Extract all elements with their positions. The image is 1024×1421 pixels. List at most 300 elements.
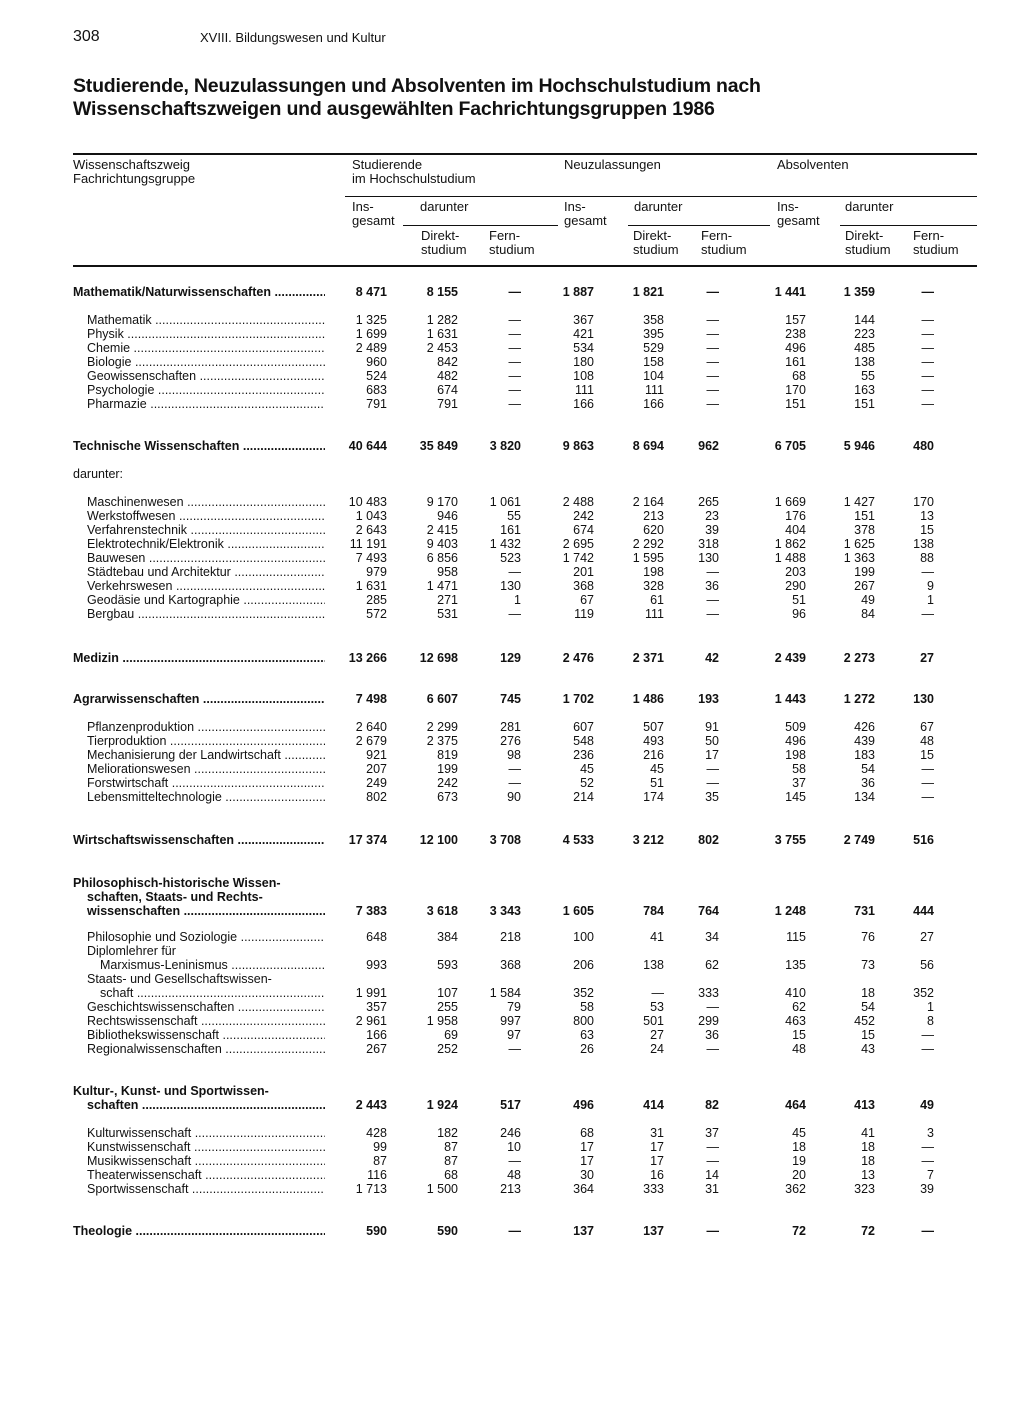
cell-value: 962 xyxy=(698,439,719,453)
table-row xyxy=(0,355,1024,369)
row-label: schaft ..... xyxy=(100,986,325,1000)
cell-value: 529 xyxy=(643,341,664,355)
cell-value: 216 xyxy=(643,748,664,762)
cell-value: 2 640 xyxy=(355,720,387,734)
cell-value: — xyxy=(706,313,719,327)
cell-value: 206 xyxy=(573,958,594,972)
cell-value: 1 061 xyxy=(489,495,521,509)
cell-value: 170 xyxy=(913,495,934,509)
cell-value: 352 xyxy=(913,986,934,1000)
cell-value: 18 xyxy=(861,986,875,1000)
cell-value: — xyxy=(508,341,521,355)
cell-value: 1 669 xyxy=(774,495,806,509)
cell-value: 17 xyxy=(650,1140,664,1154)
cell-value: 1 043 xyxy=(355,509,387,523)
cell-value: 62 xyxy=(705,958,719,972)
cell-value: 362 xyxy=(785,1182,806,1196)
cell-value: 496 xyxy=(785,341,806,355)
cell-value: 48 xyxy=(507,1168,521,1182)
table-row xyxy=(0,734,1024,748)
table-row xyxy=(0,944,1024,958)
row-label: Marxismus-Leninismus ..... xyxy=(100,958,325,972)
table-row xyxy=(0,467,1024,481)
table-row xyxy=(0,890,1024,904)
table-row xyxy=(0,593,1024,607)
cell-value: 31 xyxy=(650,1126,664,1140)
cell-value: 130 xyxy=(913,692,934,706)
row-label: Philosophie und Soziologie ..... xyxy=(87,930,325,944)
cell-value: 2 749 xyxy=(843,833,875,847)
cell-value: 138 xyxy=(913,537,934,551)
row-label: Agrarwissenschaften ..... xyxy=(73,692,325,706)
cell-value: — xyxy=(508,285,521,299)
cell-value: 800 xyxy=(573,1014,594,1028)
cell-value: 285 xyxy=(366,593,387,607)
cell-value: 1 625 xyxy=(843,537,875,551)
row-label: Geowissenschaften ..... xyxy=(87,369,325,383)
cell-value: 170 xyxy=(785,383,806,397)
cell-value: 180 xyxy=(573,355,594,369)
col-header-fern: Fern- studium xyxy=(489,228,535,257)
col-header-darunter: darunter xyxy=(420,199,469,214)
cell-value: 199 xyxy=(437,762,458,776)
cell-value: 87 xyxy=(444,1140,458,1154)
cell-value: — xyxy=(706,762,719,776)
cell-value: — xyxy=(921,1154,934,1168)
cell-value: — xyxy=(706,607,719,621)
cell-value: 1 821 xyxy=(632,285,664,299)
cell-value: — xyxy=(508,369,521,383)
cell-value: 395 xyxy=(643,327,664,341)
cell-value: 7 xyxy=(927,1168,934,1182)
table-row xyxy=(0,972,1024,986)
col-header-fern: Fern- studium xyxy=(913,228,959,257)
row-label: Psychologie ..... xyxy=(87,383,325,397)
cell-value: — xyxy=(508,1154,521,1168)
cell-value: 1 699 xyxy=(355,327,387,341)
cell-value: 15 xyxy=(920,523,934,537)
cell-value: 1 325 xyxy=(355,313,387,327)
cell-value: 2 375 xyxy=(426,734,458,748)
cell-value: 1 248 xyxy=(774,904,806,918)
table-row xyxy=(0,776,1024,790)
header-top-rule xyxy=(73,153,977,155)
cell-value: 198 xyxy=(785,748,806,762)
cell-value: 27 xyxy=(650,1028,664,1042)
cell-value: 2 273 xyxy=(843,651,875,665)
row-label: Elektrotechnik/Elektronik ..... xyxy=(87,537,325,551)
cell-value: 421 xyxy=(573,327,594,341)
row-label: Geschichtswissenschaften ..... xyxy=(87,1000,325,1014)
cell-value: 648 xyxy=(366,930,387,944)
cell-value: 2 371 xyxy=(632,651,664,665)
cell-value: 482 xyxy=(437,369,458,383)
darunter-rule-1 xyxy=(403,225,558,226)
cell-value: 52 xyxy=(580,776,594,790)
cell-value: 137 xyxy=(643,1224,664,1238)
cell-value: 548 xyxy=(573,734,594,748)
cell-value: 683 xyxy=(366,383,387,397)
cell-value: 378 xyxy=(854,523,875,537)
cell-value: 163 xyxy=(854,383,875,397)
table-row xyxy=(0,958,1024,972)
cell-value: 802 xyxy=(698,833,719,847)
cell-value: 1 742 xyxy=(562,551,594,565)
cell-value: — xyxy=(921,313,934,327)
cell-value: 960 xyxy=(366,355,387,369)
cell-value: 37 xyxy=(705,1126,719,1140)
cell-value: 531 xyxy=(437,607,458,621)
cell-value: 4 533 xyxy=(562,833,594,847)
cell-value: 116 xyxy=(367,1168,387,1182)
table-row xyxy=(0,607,1024,621)
cell-value: — xyxy=(508,776,521,790)
cell-value: 51 xyxy=(650,776,664,790)
cell-value: 590 xyxy=(366,1224,387,1238)
row-label: Wirtschaftswissenschaften ..... xyxy=(73,833,325,847)
cell-value: 428 xyxy=(366,1126,387,1140)
row-label: Pflanzenproduktion ..... xyxy=(87,720,325,734)
cell-value: 2 961 xyxy=(355,1014,387,1028)
cell-value: 223 xyxy=(854,327,875,341)
cell-value: — xyxy=(706,565,719,579)
table-row xyxy=(0,1140,1024,1154)
cell-value: 198 xyxy=(643,565,664,579)
cell-value: — xyxy=(921,355,934,369)
row-label: Städtebau und Architektur ..... xyxy=(87,565,325,579)
cell-value: 958 xyxy=(437,565,458,579)
cell-value: 246 xyxy=(500,1126,521,1140)
cell-value: 290 xyxy=(785,579,806,593)
cell-value: 58 xyxy=(792,762,806,776)
cell-value: 368 xyxy=(500,958,521,972)
cell-value: 674 xyxy=(573,523,594,537)
cell-value: 15 xyxy=(861,1028,875,1042)
cell-value: 1 432 xyxy=(489,537,521,551)
table-row xyxy=(0,397,1024,411)
cell-value: — xyxy=(706,397,719,411)
cell-value: 61 xyxy=(650,593,664,607)
cell-value: 17 374 xyxy=(348,833,387,847)
cell-value: — xyxy=(921,776,934,790)
cell-value: 507 xyxy=(643,720,664,734)
row-label: Philosophisch-historische Wissen- xyxy=(73,876,281,890)
cell-value: 509 xyxy=(785,720,806,734)
cell-value: 137 xyxy=(573,1224,594,1238)
cell-value: — xyxy=(706,285,719,299)
table-row xyxy=(0,313,1024,327)
cell-value: 3 820 xyxy=(489,439,521,453)
cell-value: 8 471 xyxy=(355,285,387,299)
cell-value: 54 xyxy=(861,1000,875,1014)
cell-value: 3 212 xyxy=(632,833,664,847)
col-header-direkt: Direkt- studium xyxy=(421,228,467,257)
cell-value: 997 xyxy=(500,1014,521,1028)
cell-value: — xyxy=(921,383,934,397)
row-label: Kulturwissenschaft ..... xyxy=(87,1126,325,1140)
cell-value: 7 493 xyxy=(355,551,387,565)
cell-value: 39 xyxy=(705,523,719,537)
cell-value: 45 xyxy=(580,762,594,776)
cell-value: 51 xyxy=(792,593,806,607)
cell-value: 218 xyxy=(500,930,521,944)
row-label: Chemie ..... xyxy=(87,341,325,355)
cell-value: 201 xyxy=(573,565,594,579)
cell-value: 2 643 xyxy=(355,523,387,537)
cell-value: 56 xyxy=(920,958,934,972)
cell-value: 88 xyxy=(920,551,934,565)
col-header-insgesamt: Ins- gesamt xyxy=(777,199,820,228)
cell-value: 36 xyxy=(861,776,875,790)
group-header-neuzulassungen: Neuzulassungen xyxy=(564,157,661,172)
cell-value: 23 xyxy=(705,509,719,523)
cell-value: — xyxy=(706,383,719,397)
cell-value: 40 644 xyxy=(348,439,387,453)
table-row xyxy=(0,651,1024,665)
row-label: schaften, Staats- und Rechts- xyxy=(87,890,263,904)
cell-value: 1 991 xyxy=(355,986,387,1000)
table-row xyxy=(0,1084,1024,1098)
cell-value: 318 xyxy=(698,537,719,551)
row-label: Bibliothekswissenschaft ..... xyxy=(87,1028,325,1042)
table-row xyxy=(0,790,1024,804)
cell-value: 90 xyxy=(507,790,521,804)
cell-value: 82 xyxy=(705,1098,719,1112)
cell-value: 1 282 xyxy=(426,313,458,327)
cell-value: 593 xyxy=(437,958,458,972)
darunter-rule-2 xyxy=(628,225,770,226)
cell-value: 176 xyxy=(785,509,806,523)
cell-value: 993 xyxy=(366,958,387,972)
cell-value: 1 441 xyxy=(774,285,806,299)
table-row xyxy=(0,523,1024,537)
cell-value: — xyxy=(706,369,719,383)
cell-value: 99 xyxy=(373,1140,387,1154)
cell-value: 590 xyxy=(437,1224,458,1238)
row-label: Biologie ..... xyxy=(87,355,325,369)
table-row xyxy=(0,1000,1024,1014)
cell-value: 63 xyxy=(580,1028,594,1042)
cell-value: — xyxy=(508,607,521,621)
cell-value: 41 xyxy=(861,1126,875,1140)
cell-value: 45 xyxy=(650,762,664,776)
cell-value: 12 100 xyxy=(419,833,458,847)
cell-value: 485 xyxy=(854,341,875,355)
cell-value: 13 xyxy=(920,509,934,523)
cell-value: — xyxy=(921,607,934,621)
cell-value: 3 xyxy=(927,1126,934,1140)
cell-value: — xyxy=(508,383,521,397)
cell-value: 236 xyxy=(573,748,594,762)
cell-value: — xyxy=(508,327,521,341)
cell-value: 151 xyxy=(854,397,875,411)
table-row xyxy=(0,1014,1024,1028)
cell-value: 43 xyxy=(861,1042,875,1056)
cell-value: 31 xyxy=(705,1182,719,1196)
stub-header: Wissenschaftszweig Fachrichtungsgruppe xyxy=(73,157,196,186)
table-row xyxy=(0,1098,1024,1112)
table-row xyxy=(0,341,1024,355)
cell-value: 10 xyxy=(507,1140,521,1154)
col-header-darunter: darunter xyxy=(634,199,683,214)
col-header-darunter: darunter xyxy=(845,199,894,214)
cell-value: — xyxy=(921,327,934,341)
cell-value: 1 702 xyxy=(562,692,594,706)
cell-value: 7 498 xyxy=(355,692,387,706)
cell-value: 2 299 xyxy=(426,720,458,734)
cell-value: 323 xyxy=(854,1182,875,1196)
cell-value: 48 xyxy=(792,1042,806,1056)
row-label: darunter: xyxy=(73,467,124,481)
cell-value: 67 xyxy=(580,593,594,607)
cell-value: 17 xyxy=(650,1154,664,1168)
cell-value: — xyxy=(706,1140,719,1154)
cell-value: 68 xyxy=(792,369,806,383)
cell-value: 18 xyxy=(861,1154,875,1168)
cell-value: 2 443 xyxy=(355,1098,387,1112)
cell-value: — xyxy=(706,1000,719,1014)
table-row xyxy=(0,285,1024,299)
cell-value: 7 383 xyxy=(355,904,387,918)
cell-value: 979 xyxy=(366,565,387,579)
table-row xyxy=(0,439,1024,453)
row-label: Werkstoffwesen ..... xyxy=(87,509,325,523)
cell-value: 8 xyxy=(927,1014,934,1028)
table-row xyxy=(0,369,1024,383)
cell-value: 496 xyxy=(573,1098,594,1112)
cell-value: 55 xyxy=(507,509,521,523)
row-label: Staats- und Gesellschaftswissen- xyxy=(87,972,272,986)
cell-value: 572 xyxy=(366,607,387,621)
cell-value: 524 xyxy=(366,369,387,383)
cell-value: 18 xyxy=(861,1140,875,1154)
cell-value: 364 xyxy=(573,1182,594,1196)
cell-value: 2 439 xyxy=(774,651,806,665)
row-label: Kunstwissenschaft ..... xyxy=(87,1140,325,1154)
cell-value: 45 xyxy=(792,1126,806,1140)
cell-value: 96 xyxy=(792,607,806,621)
cell-value: 1 xyxy=(514,593,521,607)
cell-value: 174 xyxy=(643,790,664,804)
cell-value: 100 xyxy=(573,930,594,944)
table-row xyxy=(0,1126,1024,1140)
cell-value: 1 500 xyxy=(426,1182,458,1196)
cell-value: 49 xyxy=(920,1098,934,1112)
cell-value: 161 xyxy=(785,355,806,369)
cell-value: 161 xyxy=(500,523,521,537)
cell-value: 111 xyxy=(574,383,594,397)
cell-value: 35 849 xyxy=(419,439,458,453)
row-label: Bergbau ..... xyxy=(87,607,325,621)
group-header-absolventen: Absolventen xyxy=(777,157,849,172)
row-label: Lebensmitteltechnologie ..... xyxy=(87,790,325,804)
table-row xyxy=(0,1224,1024,1238)
cell-value: 193 xyxy=(698,692,719,706)
cell-value: 119 xyxy=(574,607,594,621)
cell-value: 607 xyxy=(573,720,594,734)
cell-value: 15 xyxy=(920,748,934,762)
cell-value: 1 471 xyxy=(426,579,458,593)
cell-value: 129 xyxy=(500,651,521,665)
cell-value: 493 xyxy=(643,734,664,748)
cell-value: 333 xyxy=(643,1182,664,1196)
cell-value: 10 483 xyxy=(348,495,387,509)
cell-value: 39 xyxy=(920,1182,934,1196)
cell-value: — xyxy=(921,1140,934,1154)
cell-value: 87 xyxy=(444,1154,458,1168)
cell-value: — xyxy=(508,762,521,776)
cell-value: 98 xyxy=(507,748,521,762)
table-row xyxy=(0,904,1024,918)
cell-value: 921 xyxy=(366,748,387,762)
row-label: Bauwesen ..... xyxy=(87,551,325,565)
cell-value: 151 xyxy=(785,397,806,411)
cell-value: 255 xyxy=(437,1000,458,1014)
cell-value: 91 xyxy=(705,720,719,734)
cell-value: 157 xyxy=(785,313,806,327)
cell-value: — xyxy=(706,1154,719,1168)
cell-value: 35 xyxy=(705,790,719,804)
table-row xyxy=(0,495,1024,509)
cell-value: 213 xyxy=(500,1182,521,1196)
cell-value: — xyxy=(706,327,719,341)
row-label: Theologie ..... xyxy=(73,1224,325,1238)
cell-value: — xyxy=(921,1224,934,1238)
cell-value: 36 xyxy=(705,579,719,593)
row-label: Verkehrswesen ..... xyxy=(87,579,325,593)
cell-value: 267 xyxy=(854,579,875,593)
cell-value: 79 xyxy=(507,1000,521,1014)
cell-value: 42 xyxy=(705,651,719,665)
title-line-1: Studierende, Neuzulassungen und Absolventen im Hochschulstudium nach xyxy=(73,75,761,97)
cell-value: — xyxy=(921,369,934,383)
row-label: Physik ..... xyxy=(87,327,325,341)
cell-value: 1 887 xyxy=(562,285,594,299)
cell-value: 6 607 xyxy=(426,692,458,706)
cell-value: 1 427 xyxy=(843,495,875,509)
cell-value: 13 xyxy=(861,1168,875,1182)
cell-value: 166 xyxy=(643,397,664,411)
cell-value: 674 xyxy=(437,383,458,397)
cell-value: 357 xyxy=(366,1000,387,1014)
cell-value: — xyxy=(921,762,934,776)
cell-value: 144 xyxy=(854,313,875,327)
cell-value: 819 xyxy=(437,748,458,762)
cell-value: 2 476 xyxy=(562,651,594,665)
cell-value: 242 xyxy=(437,776,458,790)
cell-value: 2 292 xyxy=(632,537,664,551)
cell-value: 20 xyxy=(792,1168,806,1182)
cell-value: 1 631 xyxy=(426,327,458,341)
cell-value: 281 xyxy=(500,720,521,734)
cell-value: 946 xyxy=(437,509,458,523)
title-line-2: Wissenschaftszweigen und ausgewählten Fachrichtungsgruppen 1986 xyxy=(73,98,715,120)
cell-value: 111 xyxy=(644,383,664,397)
row-label: Maschinenwesen ..... xyxy=(87,495,325,509)
cell-value: 207 xyxy=(366,762,387,776)
cell-value: 1 631 xyxy=(355,579,387,593)
row-label: Regionalwissenschaften ..... xyxy=(87,1042,325,1056)
cell-value: 58 xyxy=(580,1000,594,1014)
cell-value: 1 486 xyxy=(632,692,664,706)
cell-value: 5 946 xyxy=(843,439,875,453)
cell-value: 1 272 xyxy=(843,692,875,706)
cell-value: 41 xyxy=(650,930,664,944)
cell-value: 203 xyxy=(785,565,806,579)
cell-value: — xyxy=(921,1042,934,1056)
cell-value: 1 595 xyxy=(632,551,664,565)
cell-value: 13 266 xyxy=(348,651,387,665)
